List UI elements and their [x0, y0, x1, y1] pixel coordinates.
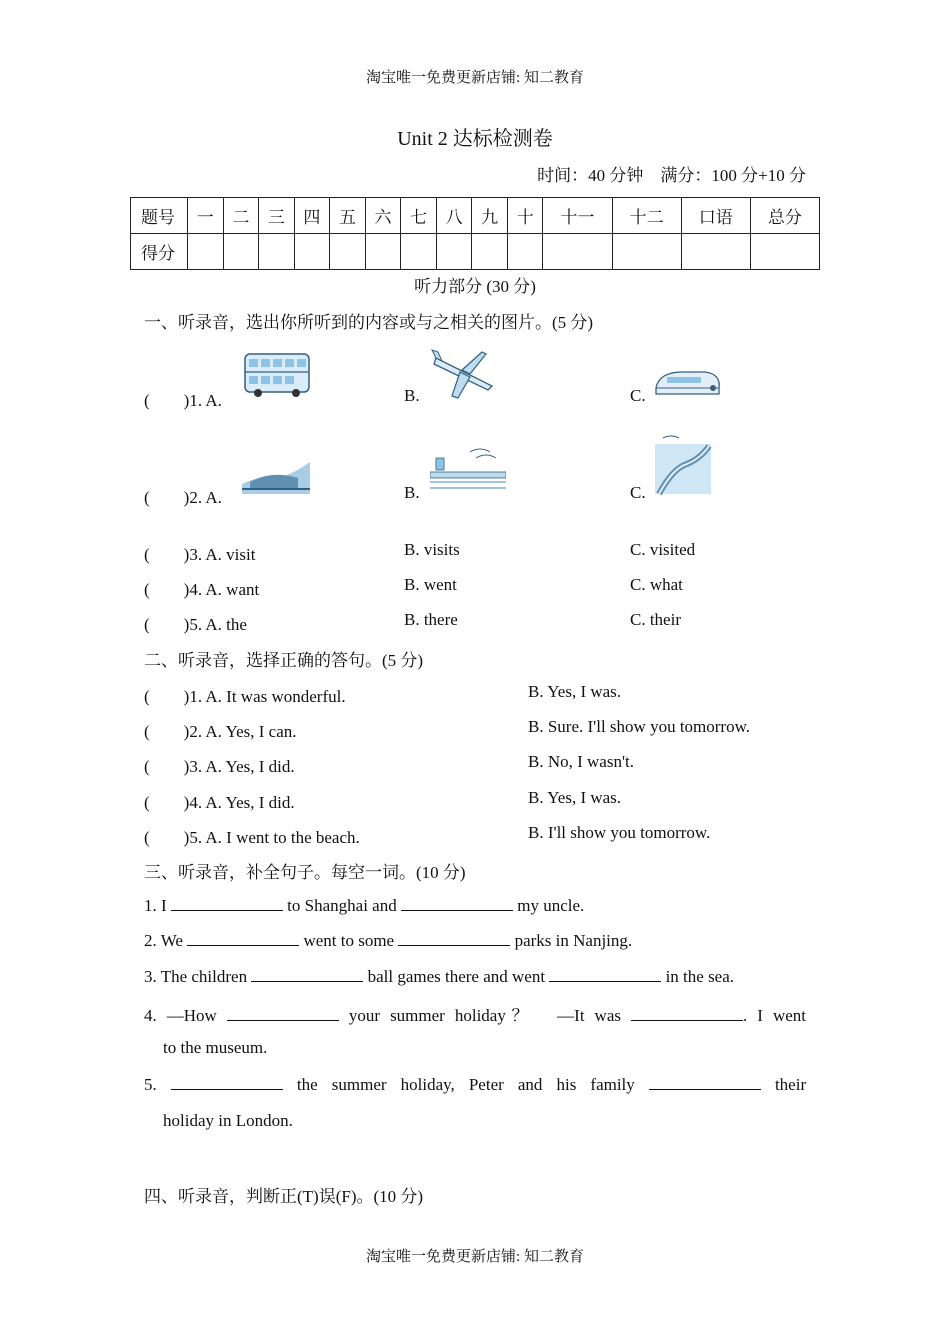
score-input-cell[interactable] [188, 234, 224, 270]
text-segment: family [590, 1075, 635, 1094]
score-input-cell[interactable] [401, 234, 437, 270]
score-cell: 六 [365, 198, 401, 234]
s2-q4-option-b: B. Yes, I was. [528, 788, 622, 807]
score-cell: 题号 [131, 198, 188, 234]
text-segment: 2. We [144, 931, 183, 950]
text-segment: my uncle. [517, 896, 585, 915]
s2-q5-option-b: B. I'll show you tomorrow. [528, 823, 711, 842]
s1-q2-option-a: ( )2. A. [144, 488, 222, 507]
blank-field[interactable] [171, 1074, 283, 1090]
s3-sentence-5-cont: holiday in London. [163, 1111, 293, 1130]
text-segment: 1. I [144, 896, 167, 915]
s1-q3-option-c: C. visited [630, 540, 696, 559]
great-wall-icon [653, 434, 713, 496]
score-input-cell[interactable] [223, 234, 259, 270]
text-segment: their [774, 1075, 807, 1094]
score-cell: 一 [188, 198, 224, 234]
s3-sentence-1 [144, 895, 584, 916]
text-segment: went to some [303, 931, 395, 950]
score-cell: 九 [472, 198, 508, 234]
text-segment: parks in Nanjing. [514, 931, 633, 950]
s3-sentence-2 [144, 930, 632, 951]
text-segment: holiday, [400, 1075, 455, 1094]
text-segment: and [517, 1075, 543, 1094]
score-input-cell[interactable] [750, 234, 819, 270]
score-table-header-row [131, 198, 820, 234]
score-input-cell[interactable] [365, 234, 401, 270]
page-title: Unit 2 达标检测卷 [397, 128, 553, 150]
section2-heading: 二、听录音，选择正确的答句。(5 分) [144, 651, 424, 670]
score-input-cell[interactable] [681, 234, 750, 270]
text-segment: the [296, 1075, 318, 1094]
listening-title: 听力部分 (30 分) [414, 277, 536, 296]
s2-q4-option-a: ( )4. A. Yes, I did. [144, 793, 295, 812]
section3-heading: 三、听录音，补全句子。每空一词。(10 分) [144, 863, 466, 882]
score-cell: 八 [436, 198, 472, 234]
score-input-cell[interactable] [436, 234, 472, 270]
text-segment: to Shanghai and [287, 896, 397, 915]
s1-q2-option-b: B. [404, 483, 420, 502]
score-cell: 五 [330, 198, 366, 234]
score-input-cell[interactable] [507, 234, 543, 270]
blank-field[interactable] [251, 966, 363, 982]
score-cell: 三 [259, 198, 295, 234]
blank-field[interactable] [631, 1005, 743, 1021]
s1-q5-option-a: ( )5. A. the [144, 615, 247, 634]
s3-sentence-4-cont: to the museum. [163, 1038, 268, 1057]
score-input-cell[interactable] [330, 234, 366, 270]
train-icon [653, 362, 723, 400]
s2-q2-option-a: ( )2. A. Yes, I can. [144, 722, 297, 741]
score-cell: 七 [401, 198, 437, 234]
blank-field[interactable] [227, 1005, 339, 1021]
s1-q5-option-c: C. their [630, 610, 681, 629]
s2-q1-option-b: B. Yes, I was. [528, 682, 622, 701]
score-table-score-row [131, 234, 820, 270]
score-input-cell[interactable] [543, 234, 612, 270]
s1-q3-option-a: ( )3. A. visit [144, 545, 256, 564]
score-cell: 十 [507, 198, 543, 234]
score-cell: 十二 [612, 198, 681, 234]
s1-q4-option-b: B. went [404, 575, 457, 594]
s1-q1-option-c: C. [630, 386, 646, 405]
score-cell: 二 [223, 198, 259, 234]
blank-field[interactable] [398, 930, 510, 946]
section1-heading: 一、听录音，选出你所听到的内容或与之相关的图片。(5 分) [144, 313, 594, 332]
score-input-cell[interactable] [612, 234, 681, 270]
s2-q3-option-b: B. No, I wasn't. [528, 752, 635, 771]
text-segment: 4. —How [144, 1006, 217, 1025]
text-segment: his [556, 1075, 577, 1094]
page-footer: 淘宝唯一免费更新店铺: 知二教育 [366, 1249, 584, 1265]
section4-heading: 四、听录音，判断正(T)误(F)。(10 分) [144, 1187, 424, 1206]
text-segment: . I went [743, 1006, 807, 1025]
text-segment: 5. [144, 1075, 157, 1094]
score-cell: 总分 [750, 198, 819, 234]
s1-q1-option-b: B. [404, 386, 420, 405]
s3-sentence-3 [144, 966, 734, 987]
score-input-cell[interactable] [294, 234, 330, 270]
s1-q5-option-b: B. there [404, 610, 458, 629]
airplane-icon [430, 346, 500, 402]
page-header: 淘宝唯一免费更新店铺: 知二教育 [366, 70, 584, 86]
s2-q5-option-a: ( )5. A. I went to the beach. [144, 828, 360, 847]
score-input-cell[interactable] [472, 234, 508, 270]
text-segment: Peter [468, 1075, 504, 1094]
blank-field[interactable] [171, 895, 283, 911]
score-input-cell[interactable] [259, 234, 295, 270]
score-table [130, 197, 820, 270]
score-cell: 口语 [681, 198, 750, 234]
text-segment: summer [331, 1075, 387, 1094]
s3-sentence-5 [144, 1074, 806, 1095]
text-segment: ball games there and went [367, 967, 546, 986]
blank-field[interactable] [187, 930, 299, 946]
text-segment: 3. The children [144, 967, 248, 986]
time-score-info: 时间：40 分钟 满分：100 分+10 分 [537, 166, 806, 185]
s3-sentence-4 [144, 1001, 806, 1026]
score-cell: 四 [294, 198, 330, 234]
text-segment: in the sea. [665, 967, 735, 986]
blank-field[interactable] [549, 966, 661, 982]
s2-q3-option-a: ( )3. A. Yes, I did. [144, 757, 295, 776]
s1-q4-option-c: C. what [630, 575, 683, 594]
bridge-landscape-icon [430, 444, 506, 494]
s1-q2-option-c: C. [630, 483, 646, 502]
s1-q4-option-a: ( )4. A. want [144, 580, 260, 599]
blank-field[interactable] [401, 895, 513, 911]
s1-q1-option-a: ( )1. A. [144, 391, 222, 410]
s2-q1-option-a: ( )1. A. It was wonderful. [144, 687, 346, 706]
double-decker-bus-icon [242, 350, 312, 400]
s1-q3-option-b: B. visits [404, 540, 460, 559]
score-cell: 十一 [543, 198, 612, 234]
s2-q2-option-b: B. Sure. I'll show you tomorrow. [528, 717, 751, 736]
text-segment: your summer holiday？ —It was [348, 1006, 621, 1025]
score-row-label: 得分 [131, 234, 188, 270]
blank-field[interactable] [649, 1074, 761, 1090]
landscape-photo-icon [242, 448, 310, 494]
